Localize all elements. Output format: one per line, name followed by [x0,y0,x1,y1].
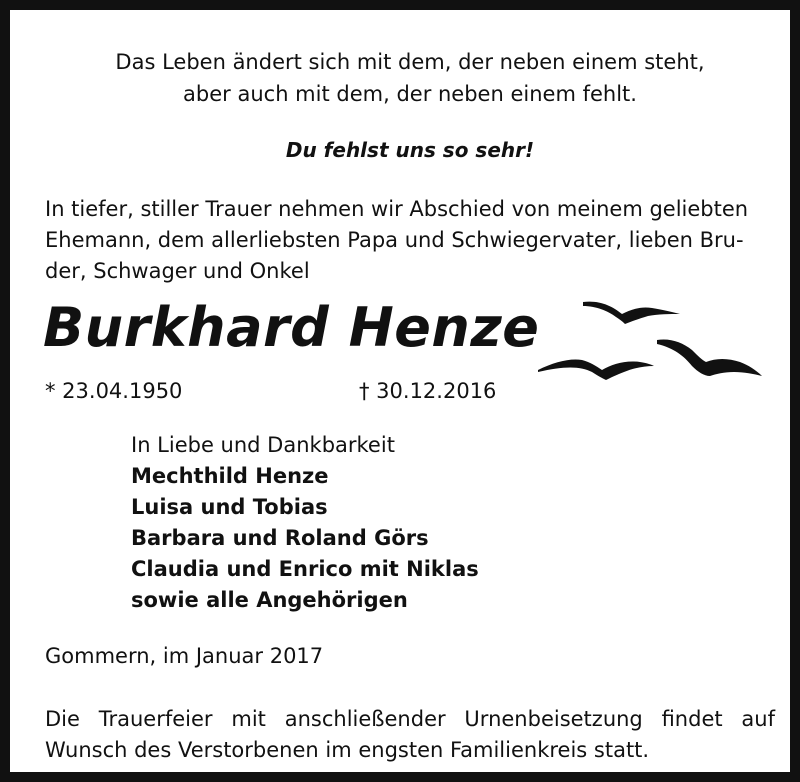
intro-line-1: In tiefer, stiller Trauer nehmen wir Abschied von meinem geliebten [45,197,749,221]
motto: Du fehlst uns so sehr! [285,138,535,162]
death-date: † 30.12.2016 [359,379,497,403]
mourner-name: Barbara und Roland Görs [131,526,429,550]
intro-line-2: Ehemann, dem allerliebsten Papa und Schwiegervater, lieben Bru- [45,228,744,252]
bird-right [657,339,762,376]
mourners-intro: In Liebe und Dankbarkeit [131,433,395,457]
intro-paragraph [45,194,775,287]
quote-line-1: Das Leben ändert sich mit dem, der neben einem steht, [115,50,705,74]
flying-birds-icon [530,292,765,388]
deceased-name: Burkhard Henze [43,296,540,359]
mourners-list [131,430,479,616]
mourner-name: Claudia und Enrico mit Niklas [131,557,479,581]
quote-line-2: aber auch mit dem, der neben einem fehlt. [183,82,637,106]
place-date: Gommern, im Januar 2017 [45,644,324,668]
mourner-name: sowie alle Angehörigen [131,588,408,612]
bird-left [538,359,654,380]
mourner-name: Luisa und Tobias [131,495,328,519]
bird-top [583,302,680,324]
closing-paragraph [45,704,775,766]
closing-line-2: Wunsch des Verstorbenen im engsten Familienkreis statt. [45,738,650,762]
intro-line-3: der, Schwager und Onkel [45,259,310,283]
closing-line-1: Die Trauerfeier mit anschließender Urnenbeisetzung findet auf [45,707,775,731]
birth-date: * 23.04.1950 [45,379,183,403]
mourner-name: Mechthild Henze [131,464,329,488]
quote [10,46,800,110]
